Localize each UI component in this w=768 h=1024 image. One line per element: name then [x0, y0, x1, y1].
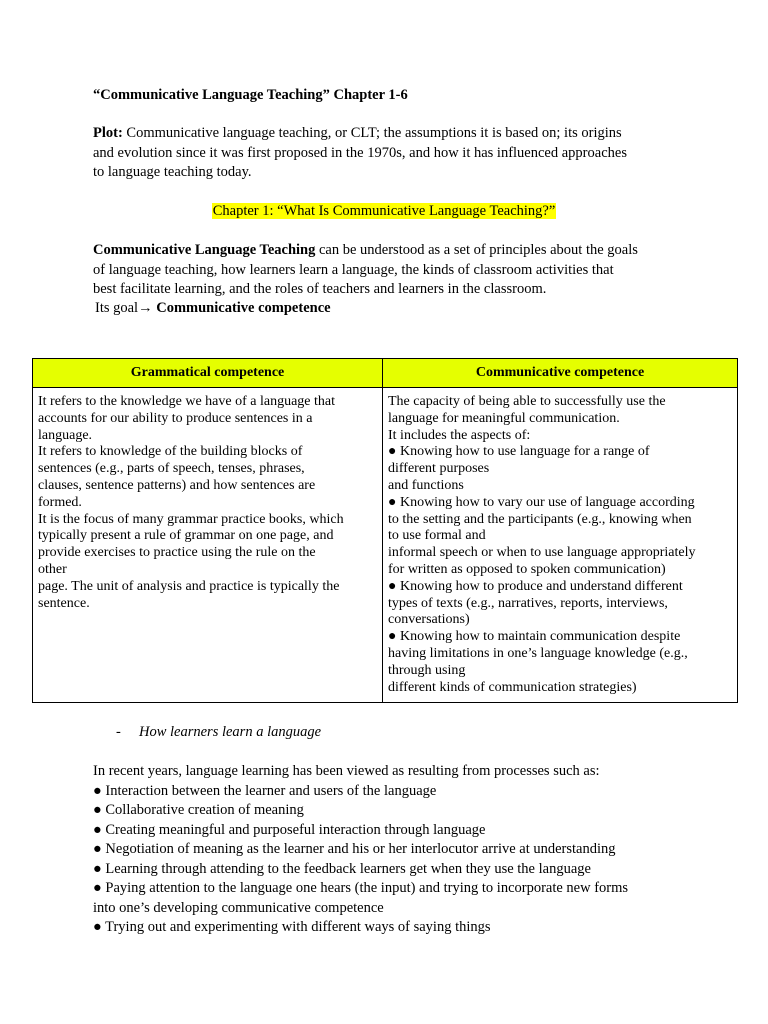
cell-line: to the setting and the participants (e.g., knowing when	[388, 511, 692, 527]
plot-line: Communicative language teaching, or CLT; the assumptions it is based on; its origins	[122, 125, 622, 141]
cell-line: different purposes	[388, 461, 490, 477]
plot-paragraph	[93, 124, 683, 183]
list-item: ● Interaction between the learner and users of the language	[93, 782, 437, 799]
cell-line: It is the focus of many grammar practice books, which	[38, 511, 344, 527]
cell-line: The capacity of being able to successfully use the	[388, 394, 666, 409]
cell-line: other	[38, 561, 67, 577]
cell-line: language for meaningful communication.	[388, 410, 620, 426]
section-heading-text: How learners learn a language	[139, 724, 322, 740]
section-subheading	[116, 723, 321, 742]
learning-processes-list	[93, 762, 693, 938]
header-grammatical-competence: Grammatical competence	[33, 359, 383, 388]
plot-line: to language teaching today.	[93, 164, 252, 180]
cell-line: for written as opposed to spoken communication)	[388, 561, 666, 577]
clt-line: best facilitate learning, and the roles of teachers and learners in the classroom.	[93, 281, 547, 297]
cell-line: informal speech or when to use language appropriately	[388, 545, 696, 561]
cell-line: It refers to knowledge of the building blocks of	[38, 444, 303, 460]
cell-line: through using	[388, 662, 466, 678]
cell-line: language.	[38, 427, 93, 443]
plot-label: Plot:	[93, 125, 123, 141]
document-title: “Communicative Language Teaching” Chapter 1-6	[93, 87, 408, 103]
clt-term: Communicative Language Teaching	[93, 242, 316, 258]
header-communicative-competence: Communicative competence	[383, 359, 738, 388]
cell-line: to use formal and	[388, 528, 486, 544]
table-row	[33, 388, 738, 703]
cell-line: sentence.	[38, 595, 90, 611]
clt-line: of language teaching, how learners learn a language, the kinds of classroom activities that	[93, 261, 614, 278]
cell-line: ● Knowing how to maintain communication despite	[388, 629, 681, 645]
cell-line: ● Knowing how to vary our use of language according	[388, 494, 695, 510]
list-item: ● Paying attention to the language one hears (the input) and trying to incorporate new forms	[93, 880, 629, 896]
goal-prefix: Its goal→	[95, 300, 157, 316]
cell-line: typically present a rule of grammar on one page, and	[38, 528, 334, 544]
cell-line: different kinds of communication strategies)	[388, 679, 637, 695]
cell-line: It refers to the knowledge we have of a language that	[38, 394, 335, 409]
chapter-heading	[0, 202, 768, 221]
competence-table	[32, 358, 738, 703]
cell-line: clauses, sentence patterns) and how sentences are	[38, 477, 316, 493]
chapter-heading-highlight: Chapter 1: “What Is Communicative Language Teaching?”	[212, 203, 556, 219]
cell-line: It includes the aspects of:	[388, 427, 531, 443]
list-item: ● Learning through attending to the feedback learners get when they use the language	[93, 860, 591, 877]
cell-line: accounts for our ability to produce sentences in a	[38, 410, 313, 426]
goal-line	[95, 299, 331, 318]
list-item: into one’s developing communicative competence	[93, 899, 384, 916]
list-item: ● Creating meaningful and purposeful interaction through language	[93, 821, 486, 838]
plot-line: and evolution since it was first proposed in the 1970s, and how it has influenced approaches	[93, 144, 627, 161]
grammatical-competence-cell	[33, 388, 383, 703]
list-intro: In recent years, language learning has been viewed as resulting from processes such as:	[93, 763, 600, 779]
cell-line: conversations)	[388, 612, 470, 628]
cell-line: types of texts (e.g., narratives, reports, interviews,	[388, 595, 668, 611]
list-dash: -	[116, 724, 121, 740]
clt-paragraph	[93, 241, 693, 300]
cell-line: provide exercises to practice using the rule on the	[38, 545, 316, 561]
cell-line: page. The unit of analysis and practice is typically the	[38, 578, 340, 594]
cell-line: formed.	[38, 494, 82, 510]
cell-line: having limitations in one’s language knowledge (e.g.,	[388, 645, 688, 661]
cell-line: ● Knowing how to use language for a range of	[388, 444, 650, 460]
list-item: ● Trying out and experimenting with different ways of saying things	[93, 919, 491, 935]
list-item: ● Negotiation of meaning as the learner and his or her interlocutor arrive at understanding	[93, 841, 616, 857]
communicative-competence-cell	[383, 388, 738, 703]
cell-line: sentences (e.g., parts of speech, tenses, phrases,	[38, 461, 305, 477]
goal-value: Communicative competence	[156, 300, 331, 316]
table-header-row	[33, 359, 738, 388]
cell-line: and functions	[388, 477, 464, 493]
cell-line: ● Knowing how to produce and understand different	[388, 578, 683, 594]
clt-line: can be understood as a set of principles about the goals	[315, 242, 638, 258]
list-item: ● Collaborative creation of meaning	[93, 802, 304, 818]
